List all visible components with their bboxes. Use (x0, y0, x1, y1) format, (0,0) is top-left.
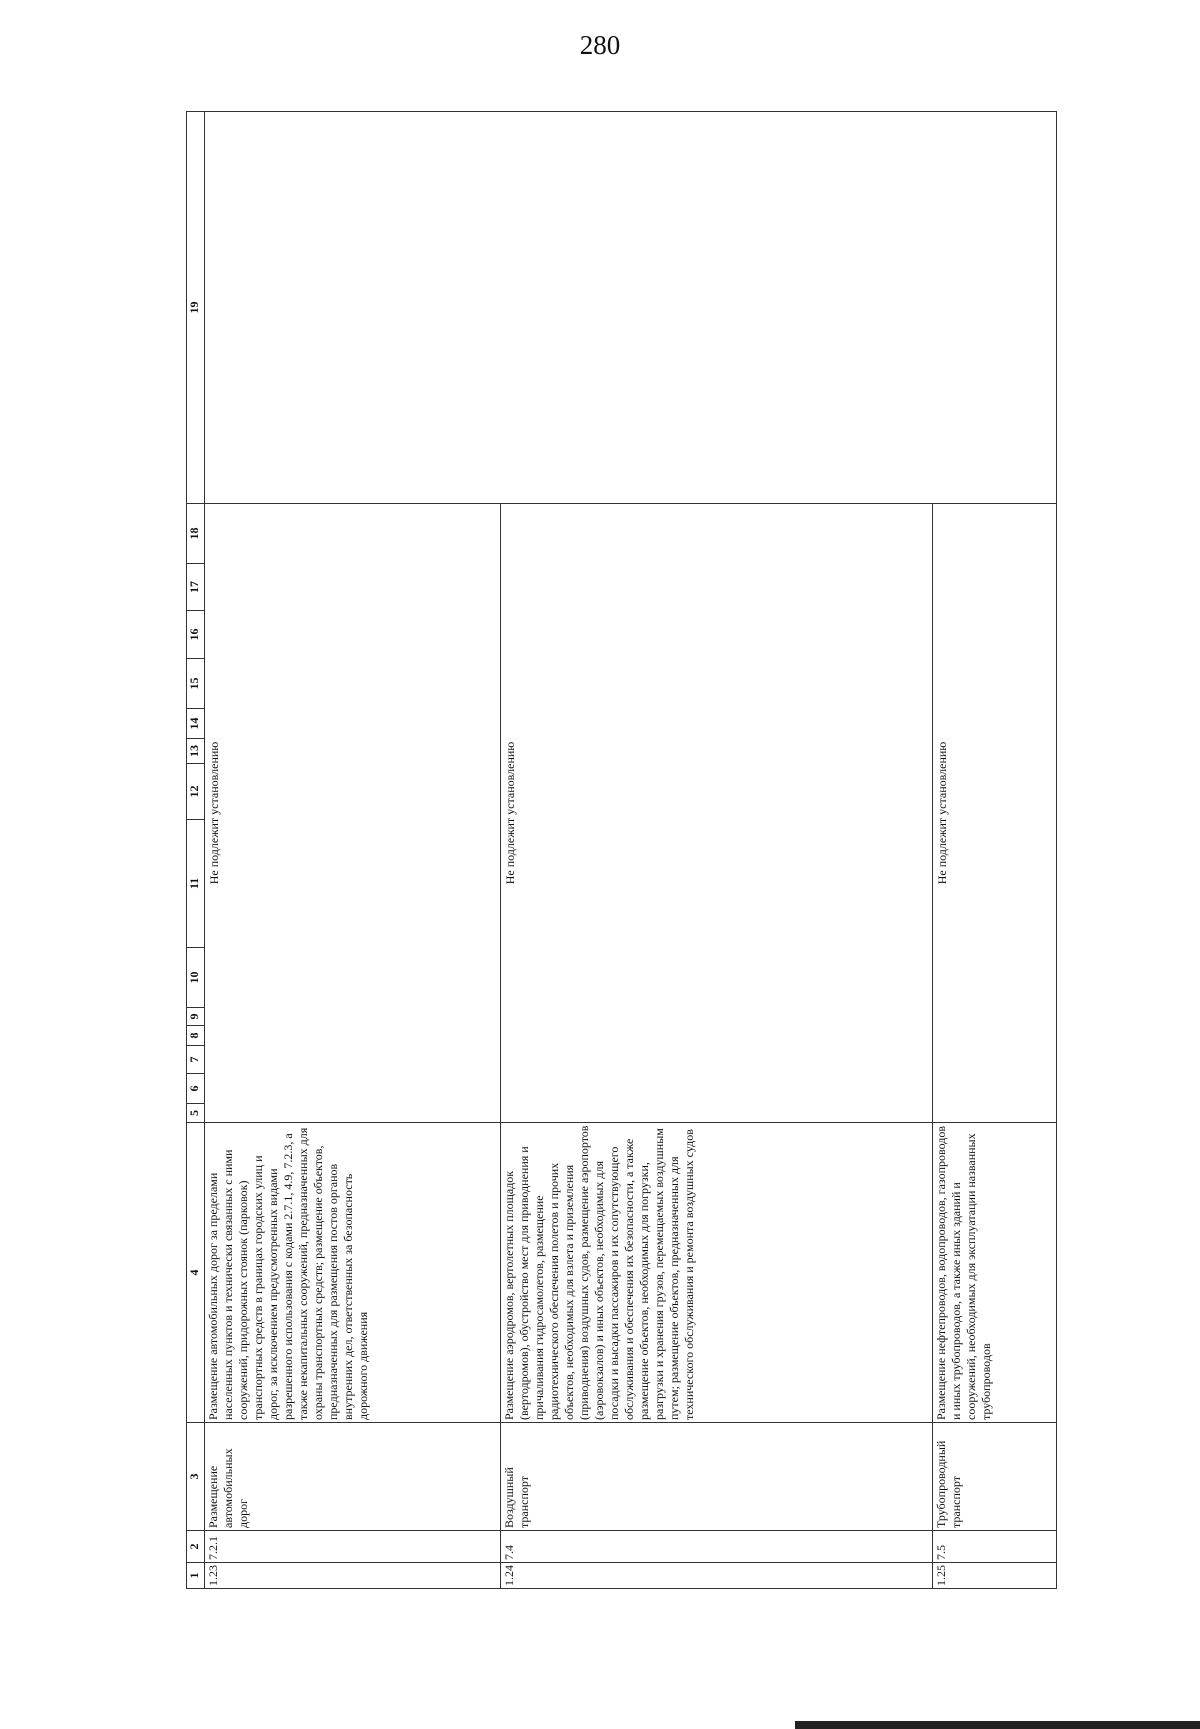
header-cell: 9 (187, 1008, 205, 1026)
scan-edge-bar (795, 1721, 1200, 1729)
header-cell: 15 (187, 659, 205, 709)
header-cell: 16 (187, 611, 205, 659)
table-row (205, 112, 501, 1589)
use-description: Размещение нефтепроводов, водопроводов, газопроводов и иных трубопроводов, а также иных зданий и сооружений, необходимых для эксплуатации названных трубопроводов (933, 1123, 1057, 1423)
header-cell: 18 (187, 504, 205, 564)
use-description: Размещение аэродромов, вертолетных площадок (вертодромов), обустройство мест для приводнения и причаливания гидросамолетов, размещение радиотехнического обеспечения полетов и прочих объектов, необходимых для взлета и приземления (приводнения) воздушных судов, размещение аэропортов (аэровокзалов) и иных объектов, необходимых для посадки и высадки пассажиров и их сопутствующего обслуживания и обеспечения их безопасности, а также размещение объектов, необходимых для погрузки, разгрузки и хранения грузов, перемещаемых воздушным путем; размещение объектов, предназначенных для технического обслуживания и ремонта воздушных судов (501, 1123, 933, 1423)
use-code: 7.2.1 (205, 1531, 501, 1563)
use-code: 7.4 (501, 1531, 933, 1563)
land-use-table (186, 111, 1057, 1589)
header-cell: 1 (187, 1563, 205, 1589)
header-cell: 10 (187, 948, 205, 1008)
page-number: 280 (579, 30, 621, 60)
header-cell: 3 (187, 1423, 205, 1531)
header-cell: 12 (187, 764, 205, 820)
header-cell: 14 (187, 709, 205, 739)
params-not-set: Не подлежит установлению (933, 504, 1057, 1123)
header-cell: 13 (187, 739, 205, 764)
use-description: Размещение автомобильных дорог за пределами населенных пунктов и технически связанных с ними сооружений, придорожных стоянок (парковок) транспортных средств в границах городских улиц и дорог, за исключением предусмотренных видами разрешенного использования с кодами 2.7.1, 4.9, 7.2.3, а также некапитальных сооружений, предназначенных для охраны транспортных средств; размещение объектов, предназначенных для размещения постов органов внутренних дел, ответственных за безопасность дорожного движения (205, 1123, 501, 1423)
header-row (187, 112, 205, 1589)
header-cell: 8 (187, 1026, 205, 1046)
params-not-set: Не подлежит установлению (205, 504, 501, 1123)
header-cell: 19 (187, 112, 205, 504)
column-19-empty (205, 112, 1057, 504)
header-cell: 4 (187, 1123, 205, 1423)
use-name: Воздушный транспорт (501, 1423, 933, 1531)
header-cell: 17 (187, 564, 205, 611)
use-name: Трубопроводный транспорт (933, 1423, 1057, 1531)
header-cell: 7 (187, 1046, 205, 1074)
row-number: 1.24 (501, 1563, 933, 1589)
table-rotated-view (186, 112, 1060, 1589)
row-number: 1.25 (933, 1563, 1057, 1589)
header-cell: 11 (187, 820, 205, 948)
use-name: Размещение автомобильных дорог (205, 1423, 501, 1531)
rotated-table-frame (186, 112, 1060, 1589)
header-cell: 2 (187, 1531, 205, 1563)
header-cell: 5 (187, 1104, 205, 1123)
row-number: 1.23 (205, 1563, 501, 1589)
params-not-set: Не подлежит установлению (501, 504, 933, 1123)
use-code: 7.5 (933, 1531, 1057, 1563)
header-cell: 6 (187, 1074, 205, 1104)
